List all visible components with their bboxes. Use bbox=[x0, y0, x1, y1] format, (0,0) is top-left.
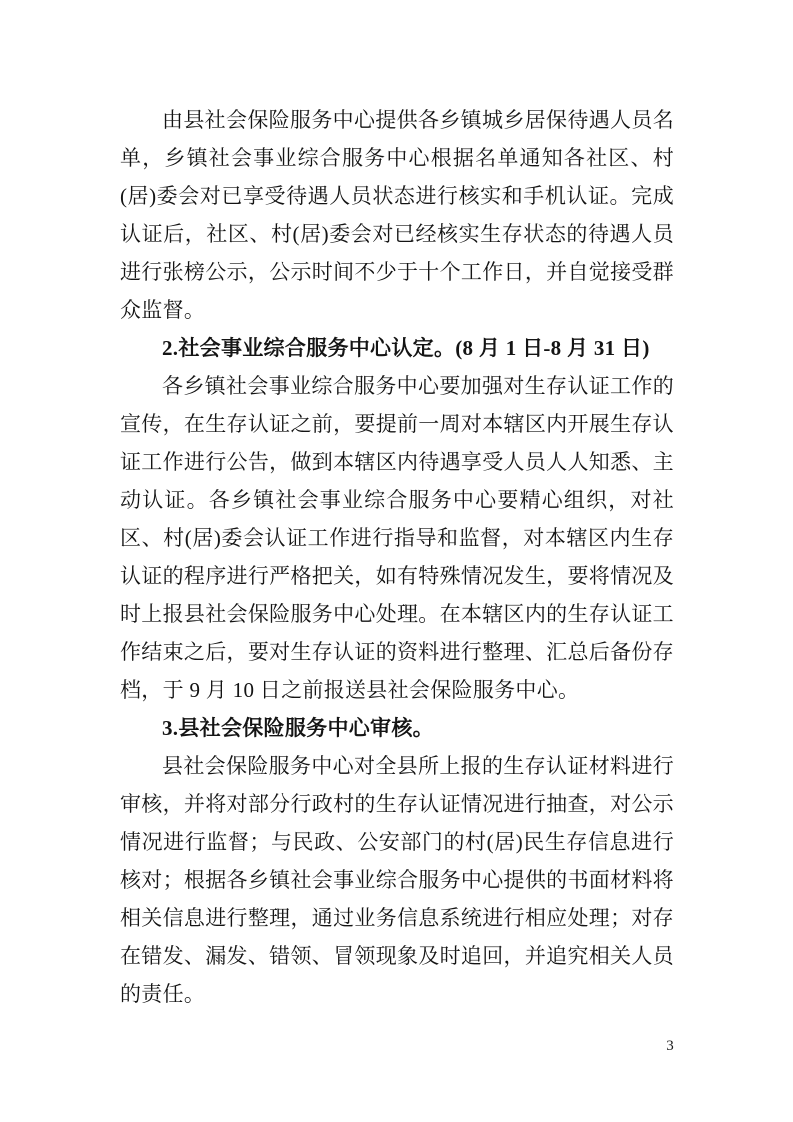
document-content bbox=[120, 101, 674, 1013]
page-number: 3 bbox=[666, 1038, 674, 1054]
paragraph-name-list-verification: 由县社会保险服务中心提供各乡镇城乡居保待遇人员名单，乡镇社会事业综合服务中心根据名单通知各社区、村(居)委会对已享受待遇人员状态进行核实和手机认证。完成认证后，社区、村(居)委会对已经核实生存状态的待遇人员进行张榜公示，公示时间不少于十个工作日，并自觉接受群众监督。 bbox=[120, 108, 674, 322]
paragraph-section-3-county-review-details: 县社会保险服务中心对全县所上报的生存认证材料进行审核，并将对部分行政村的生存认证情况进行抽查，对公示情况进行监督；与民政、公安部门的村(居)民生存信息进行核对；根据各乡镇社会事业综合服务中心提供的书面材料将相关信息进行整理，通过业务信息系统进行相应处理；对存在错发、漏发、错领、冒领现象及时追回，并追究相关人员的责任。 bbox=[120, 754, 674, 1006]
heading-section-3-county-review: 3.县社会保险服务中心审核。 bbox=[162, 716, 434, 740]
paragraph-section-2-township-certification-work: 各乡镇社会事业综合服务中心要加强对生存认证工作的宣传，在生存认证之前，要提前一周对本辖区内开展生存认证工作进行公告，做到本辖区内待遇享受人员人人知悉、主动认证。各乡镇社会事业综合服务中心要精心组织，对社区、村(居)委会认证工作进行指导和监督，对本辖区内生存认证的程序进行严格把关，如有特殊情况发生，要将情况及时上报县社会保险服务中心处理。在本辖区内的生存认证工作结束之后，要对生存认证的资料进行整理、汇总后备份存档，于 9 月 10 日之前报送县社会保险服务中心。 bbox=[120, 374, 674, 702]
heading-section-2-service-center-determination: 2.社会事业综合服务中心认定。(8 月 1 日-8 月 31 日) bbox=[162, 336, 650, 360]
